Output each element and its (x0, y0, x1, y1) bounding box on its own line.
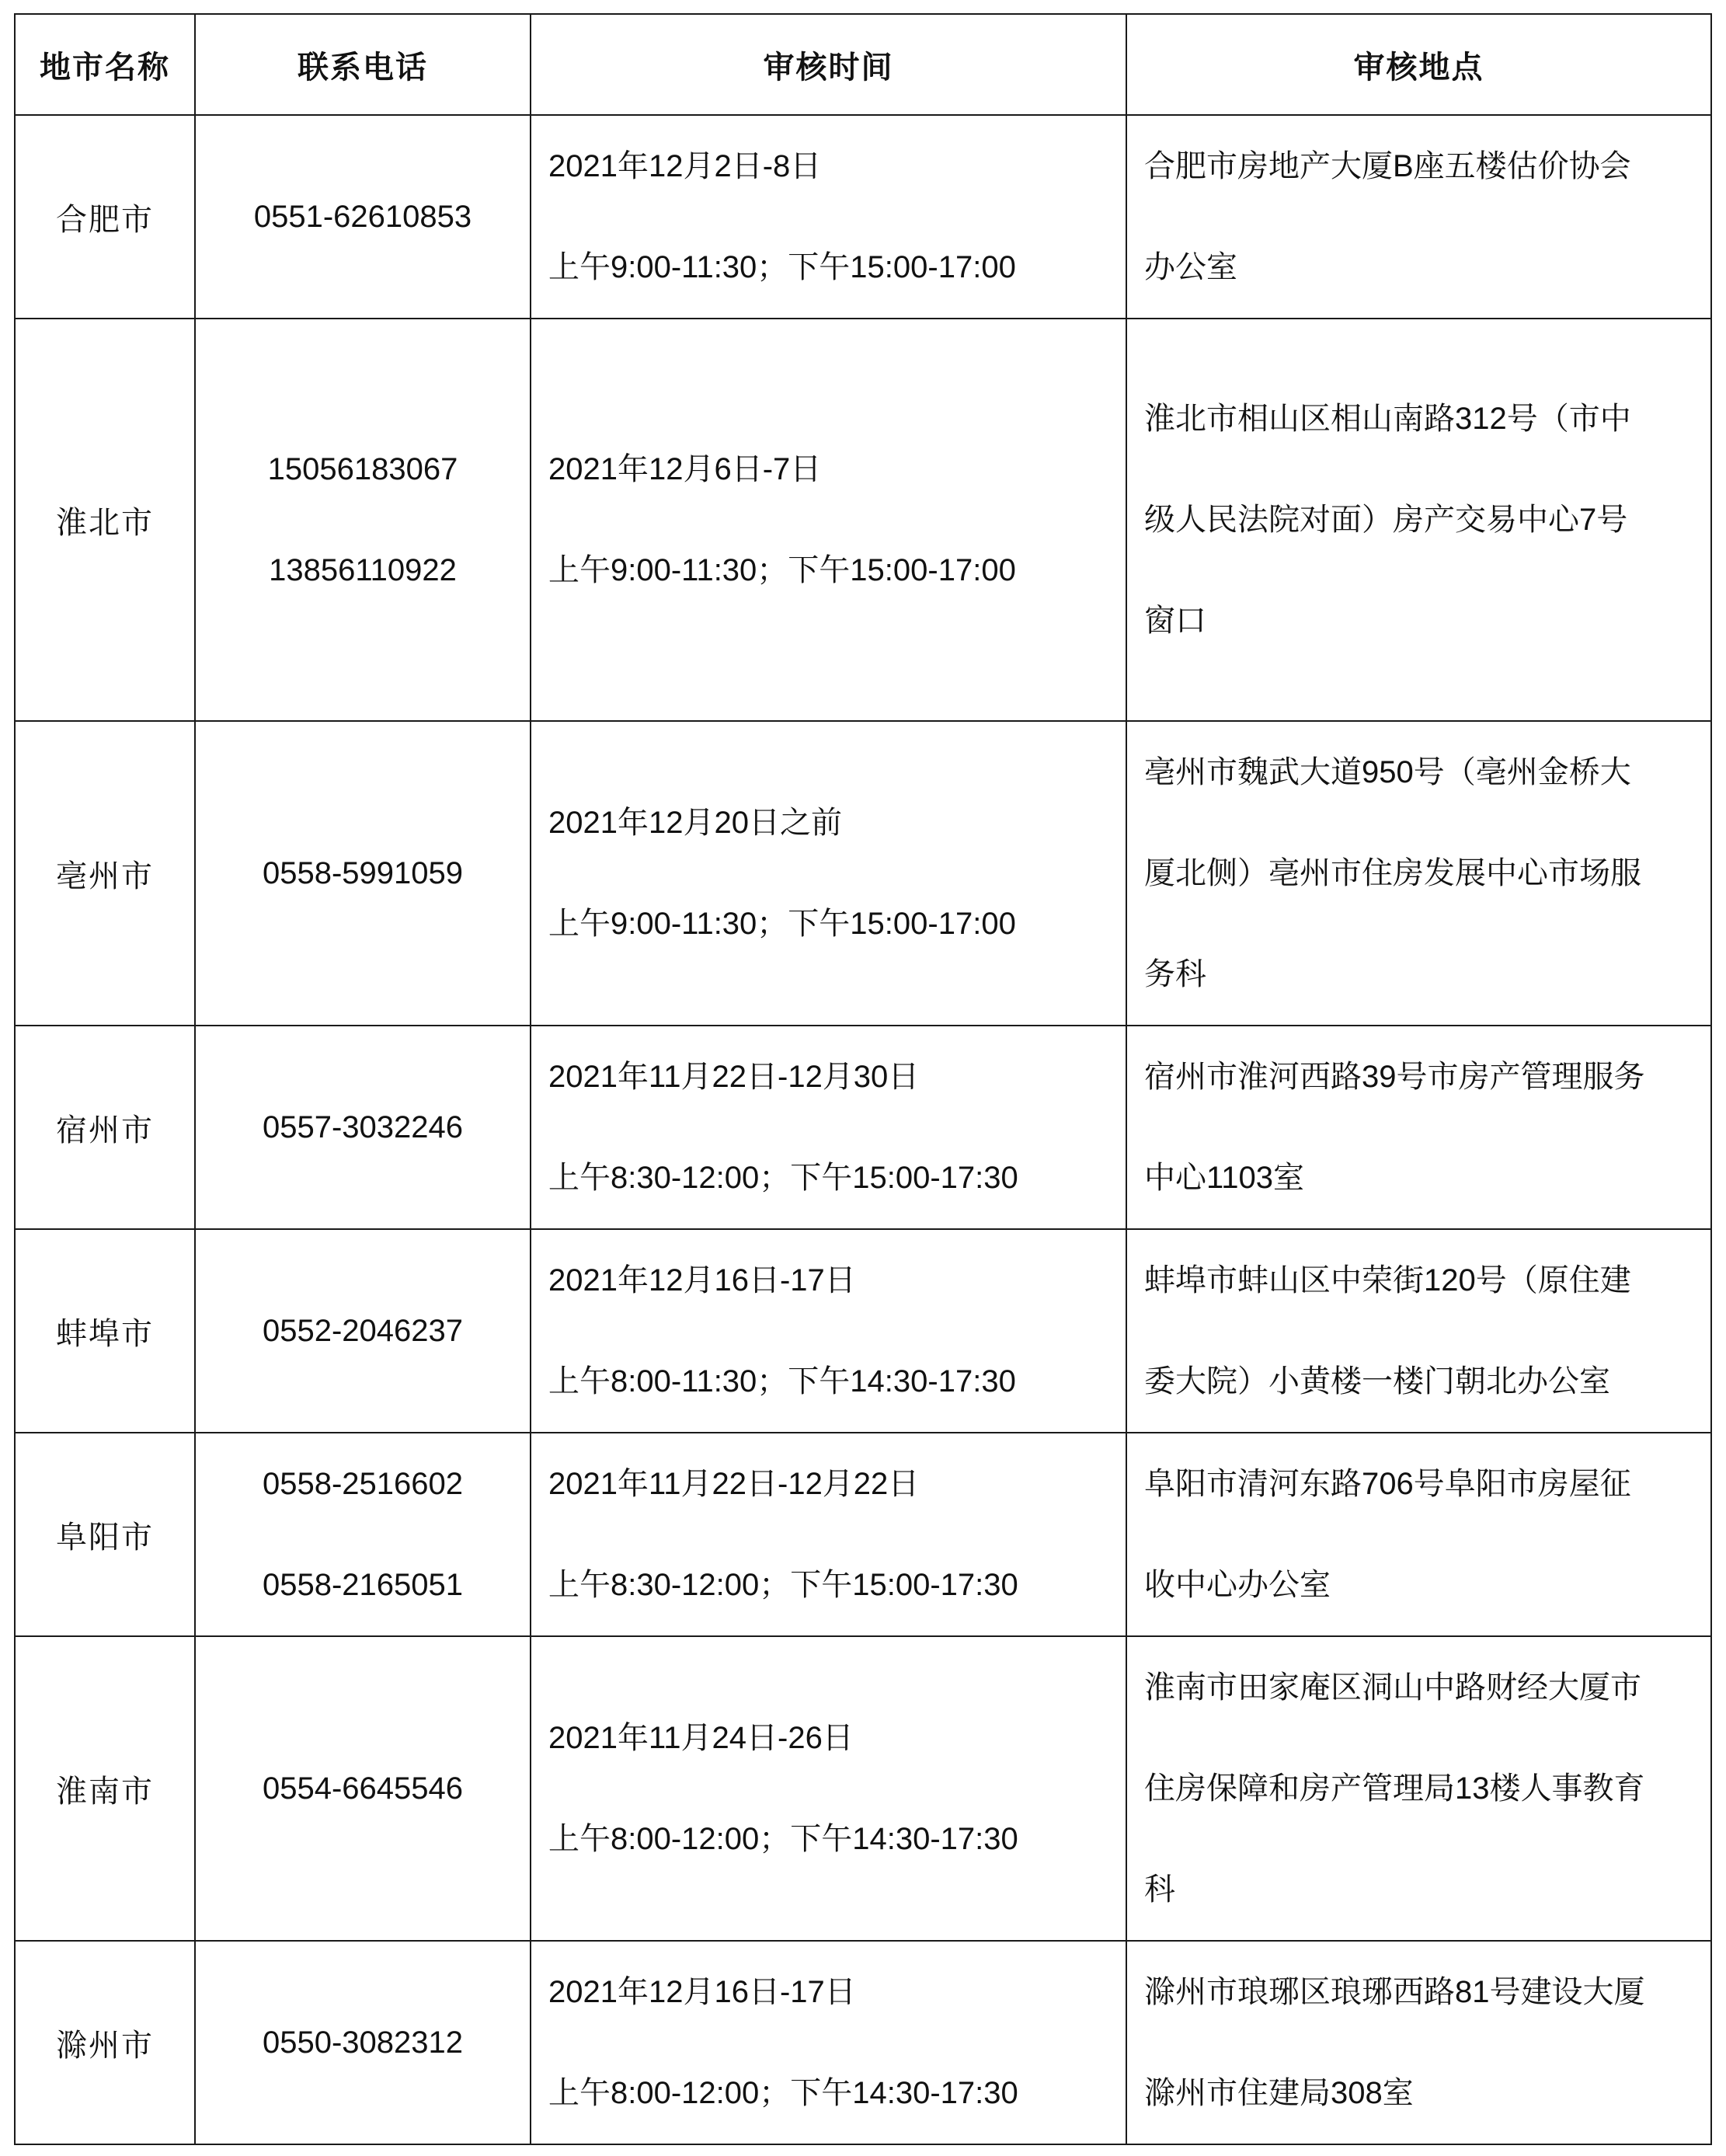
audit-hours: 上午9:00-11:30；下午15:00-17:00 (548, 907, 1016, 941)
location-cell (1126, 115, 1711, 319)
time-cell (531, 1941, 1126, 2144)
table-row (15, 1941, 1711, 2144)
time-cell (531, 1636, 1126, 1941)
city-cell: 合肥市 (15, 115, 195, 319)
audit-date: 2021年12月6日-7日 (548, 452, 822, 486)
header-row (15, 14, 1711, 115)
phone-cell (195, 1636, 531, 1941)
phone-number: 15056183067 (267, 452, 458, 486)
location-line: 科 (1144, 1872, 1175, 1907)
location-line: 合肥市房地产大厦B座五楼估价协会 (1144, 149, 1631, 183)
city-cell: 蚌埠市 (15, 1229, 195, 1433)
location-line: 收中心办公室 (1144, 1568, 1331, 1602)
location-line: 滁州市琅琊区琅琊西路81号建设大厦 (1144, 1975, 1645, 2009)
phone-cell (195, 1433, 531, 1636)
location-line: 淮南市田家庵区洞山中路财经大厦市 (1144, 1670, 1641, 1705)
phone-number: 0552-2046237 (262, 1314, 464, 1348)
city-cell: 淮北市 (15, 319, 195, 721)
city-cell: 滁州市 (15, 1941, 195, 2144)
time-cell (531, 115, 1126, 319)
table-row (15, 1026, 1711, 1229)
location-line: 蚌埠市蚌山区中荣街120号（原住建 (1144, 1263, 1631, 1297)
audit-date: 2021年12月2日-8日 (548, 149, 822, 183)
location-line: 厦北侧）亳州市住房发展中心市场服 (1144, 856, 1641, 890)
phone-number: 0550-3082312 (262, 2025, 464, 2060)
location-line: 滁州市住建局308室 (1144, 2076, 1414, 2110)
audit-date: 2021年12月16日-17日 (548, 1263, 856, 1297)
header-phone: 联系电话 (195, 14, 531, 115)
time-cell (531, 1026, 1126, 1229)
location-line: 宿州市淮河西路39号市房产管理服务 (1144, 1060, 1645, 1094)
city-cell: 亳州市 (15, 721, 195, 1026)
phone-number: 0557-3032246 (262, 1110, 464, 1144)
audit-date: 2021年12月20日之前 (548, 806, 842, 840)
city-cell: 宿州市 (15, 1026, 195, 1229)
time-cell (531, 1229, 1126, 1433)
location-line: 级人民法院对面）房产交易中心7号 (1144, 503, 1628, 537)
location-cell (1126, 1433, 1711, 1636)
location-line: 务科 (1144, 957, 1206, 991)
phone-number: 0551-62610853 (253, 200, 472, 234)
header-location: 审核地点 (1126, 14, 1711, 115)
location-cell (1126, 1026, 1711, 1229)
audit-hours: 上午8:30-12:00；下午15:00-17:30 (548, 1568, 1018, 1602)
phone-cell (195, 319, 531, 721)
location-line: 阜阳市清河东路706号阜阳市房屋征 (1144, 1467, 1631, 1501)
location-cell (1126, 1636, 1711, 1941)
audit-hours: 上午8:00-11:30；下午14:30-17:30 (548, 1364, 1016, 1398)
location-cell (1126, 721, 1711, 1026)
phone-number: 0558-5991059 (262, 856, 464, 890)
time-cell (531, 721, 1126, 1026)
phone-cell (195, 1941, 531, 2144)
location-line: 住房保障和房产管理局13楼人事教育 (1144, 1771, 1645, 1806)
audit-date: 2021年11月22日-12月30日 (548, 1060, 920, 1094)
audit-date: 2021年11月22日-12月22日 (548, 1467, 920, 1501)
audit-schedule-table (14, 13, 1712, 2145)
header-city: 地市名称 (15, 14, 195, 115)
audit-hours: 上午8:00-12:00；下午14:30-17:30 (548, 1822, 1018, 1856)
table-row (15, 721, 1711, 1026)
location-line: 委大院）小黄楼一楼门朝北办公室 (1144, 1364, 1610, 1398)
table-row (15, 1433, 1711, 1636)
phone-cell (195, 1229, 531, 1433)
location-line: 窗口 (1144, 604, 1206, 638)
location-line: 办公室 (1144, 250, 1237, 284)
time-cell (531, 1433, 1126, 1636)
location-cell (1126, 1229, 1711, 1433)
phone-number: 13856110922 (269, 553, 457, 587)
location-cell (1126, 1941, 1711, 2144)
phone-number: 0554-6645546 (262, 1771, 464, 1806)
table-row (15, 319, 1711, 721)
location-cell (1126, 319, 1711, 721)
audit-hours: 上午8:00-12:00；下午14:30-17:30 (548, 2076, 1018, 2110)
audit-date: 2021年12月16日-17日 (548, 1975, 856, 2009)
table-row (15, 115, 1711, 319)
table-row (15, 1229, 1711, 1433)
header-time: 审核时间 (531, 14, 1126, 115)
table-row (15, 1636, 1711, 1941)
city-cell: 淮南市 (15, 1636, 195, 1941)
city-cell: 阜阳市 (15, 1433, 195, 1636)
phone-cell (195, 721, 531, 1026)
phone-cell (195, 1026, 531, 1229)
audit-date: 2021年11月24日-26日 (548, 1721, 854, 1755)
audit-hours: 上午9:00-11:30；下午15:00-17:00 (548, 553, 1016, 587)
location-line: 中心1103室 (1144, 1161, 1305, 1195)
location-line: 淮北市相山区相山南路312号（市中 (1144, 402, 1631, 436)
phone-number: 0558-2165051 (262, 1568, 464, 1602)
time-cell (531, 319, 1126, 721)
audit-hours: 上午8:30-12:00；下午15:00-17:30 (548, 1161, 1018, 1195)
phone-number: 0558-2516602 (262, 1467, 464, 1501)
phone-cell (195, 115, 531, 319)
audit-hours: 上午9:00-11:30；下午15:00-17:00 (548, 250, 1016, 284)
location-line: 亳州市魏武大道950号（亳州金桥大 (1144, 755, 1631, 789)
